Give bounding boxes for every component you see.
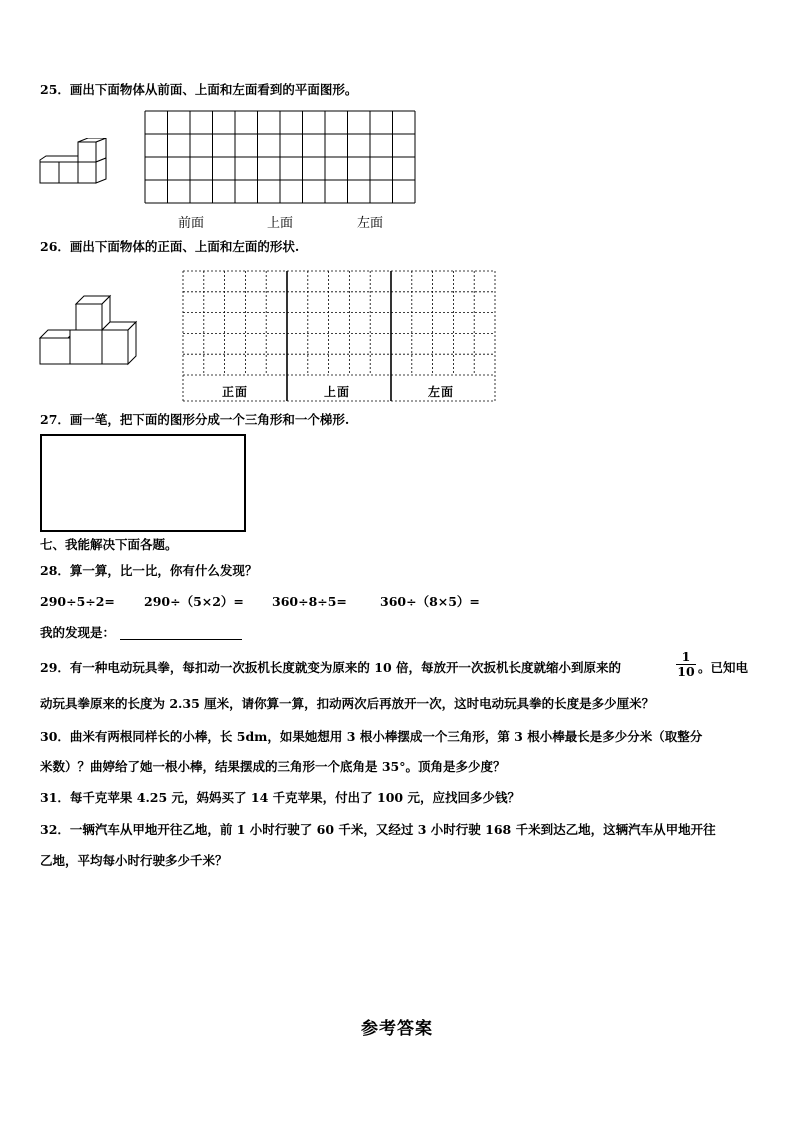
- question-29-line2: 动玩具拳原来的长度为 2.35 厘米，请你算一算，扣动两次后再放开一次，这时电动玩具拳的长度是多少厘米？: [40, 696, 655, 711]
- label-front-25: 前面: [178, 216, 205, 231]
- question-28-text: 28．算一算，比一比，你有什么发现？: [40, 563, 258, 578]
- question-30-line2: 米数）？曲婷给了她一根小棒，结果摆成的三角形一个底角是 35°。顶角是多少度？: [40, 759, 506, 774]
- question-27-text: 27．画一笔，把下面的图形分成一个三角形和一个梯形.: [40, 412, 350, 427]
- rectangle-27[interactable]: [40, 434, 246, 532]
- label-left-25: 左面: [357, 216, 384, 231]
- question-31-text: 31．每千克苹果 4.25 元，妈妈买了 14 千克苹果，付出了 100 元，应找回多少钱？: [40, 790, 520, 805]
- grid-25[interactable]: [144, 110, 416, 204]
- question-25-text: 25．画出下面物体从前面、上面和左面看到的平面图形。: [40, 82, 358, 97]
- fraction-numerator: 1: [676, 650, 696, 665]
- question-29-line1a: 29．有一种电动玩具拳，每扣动一次扳机长度就变为原来的 10 倍，每放开一次扳机长度就缩小到原来的: [40, 660, 621, 675]
- cube-figure-25: [38, 138, 108, 188]
- question-30-line1: 30．曲米有两根同样长的小棒，长 5dm，如果她想用 3 根小棒摆成一个三角形，第 3 根小棒最长是多少分米（取整分: [40, 729, 703, 744]
- finding-answer-line[interactable]: [120, 639, 242, 640]
- question-29-line1b: 。已知电: [698, 660, 749, 675]
- label-front-26: 正面: [222, 385, 249, 399]
- label-top-25: 上面: [267, 216, 294, 231]
- cube-figure-26: [38, 294, 138, 366]
- finding-label: 我的发现是：: [40, 625, 116, 640]
- expression-1: 290÷5÷2=: [40, 594, 115, 609]
- question-32-line2: 乙地，平均每小时行驶多少千米？: [40, 853, 228, 868]
- section-7-heading: 七、我能解决下面各题。: [40, 537, 178, 552]
- fraction-denominator: 10: [677, 664, 695, 679]
- label-left-26: 左面: [428, 385, 455, 399]
- expression-3: 360÷8÷5=: [272, 594, 347, 609]
- question-26-text: 26．画出下面物体的正面、上面和左面的形状.: [40, 239, 300, 254]
- label-top-26: 上面: [324, 385, 351, 399]
- expression-2: 290÷（5×2）=: [144, 594, 244, 609]
- expression-4: 360÷（8×5）=: [380, 594, 480, 609]
- answer-section-title: 参考答案: [361, 1019, 433, 1039]
- fraction-one-tenth: [676, 650, 696, 679]
- question-32-line1: 32．一辆汽车从甲地开往乙地，前 1 小时行驶了 60 千米，又经过 3 小时行驶 168 千米到达乙地，这辆汽车从甲地开往: [40, 822, 716, 837]
